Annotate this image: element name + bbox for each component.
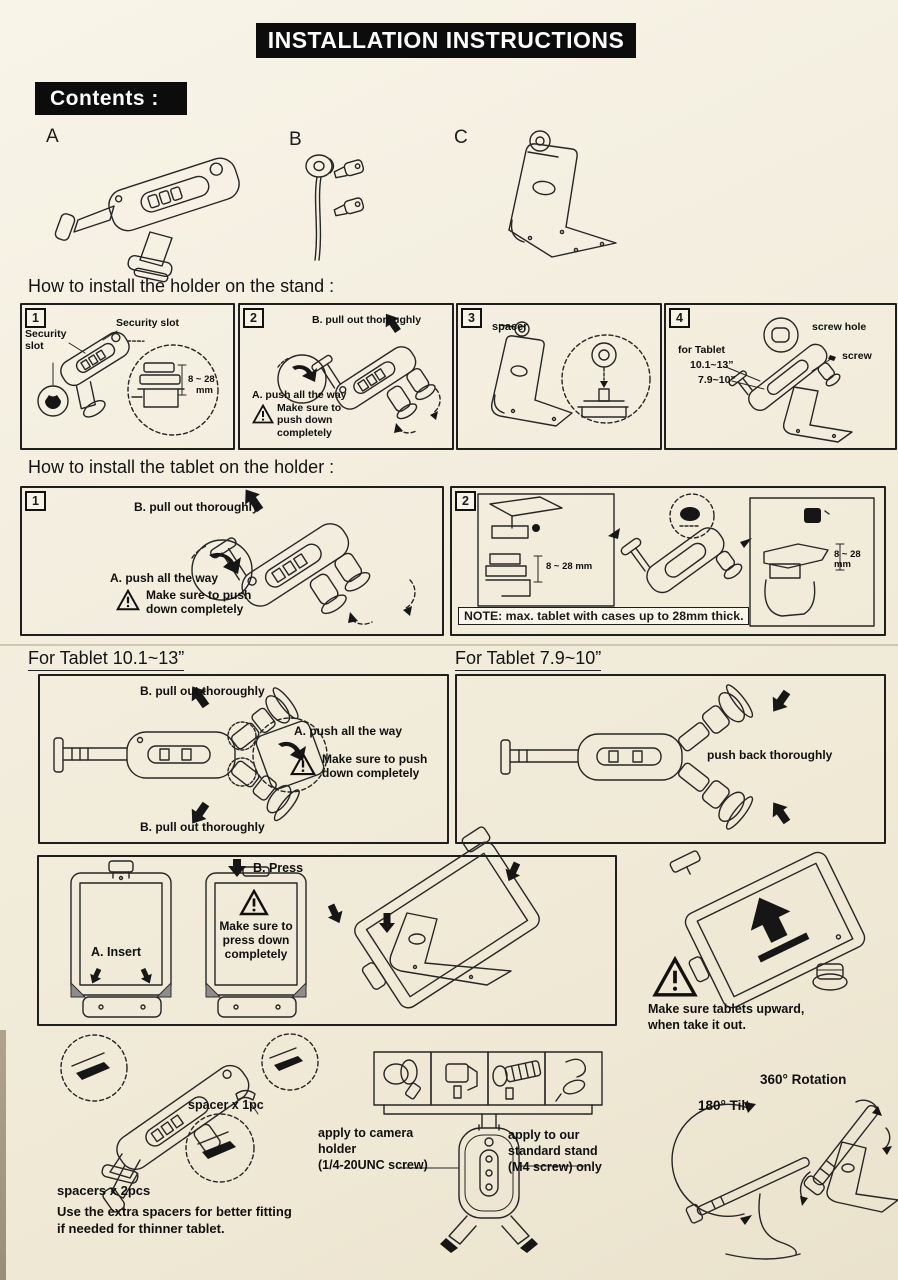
tablet-small-panel (455, 674, 886, 844)
for-tablet-small-heading: For Tablet 7.9~10” (455, 648, 601, 671)
for-tablet-label: for Tablet (678, 344, 726, 356)
press-warning-text: Make sure to press down completely (219, 919, 293, 962)
section-tablet-on-holder-heading: How to install the tablet on the holder : (28, 457, 335, 477)
insert-arrow-icon (138, 966, 156, 986)
step-number-badge: 2 (455, 491, 476, 511)
spacer-1pc-label: spacer x 1pc (188, 1098, 264, 1112)
max-thickness-note: NOTE: max. tablet with cases up to 28mm thick. (458, 607, 749, 625)
step-number-badge: 4 (669, 308, 690, 328)
step-number-badge: 2 (243, 308, 264, 328)
pull-out-bottom-label: B. pull out thoroughly (140, 820, 265, 834)
holder-on-stand-step3-panel (456, 303, 662, 450)
push-warning-text: Make sure to push down completely (146, 588, 252, 617)
contents-item-b-label: B (289, 129, 302, 150)
push-back-label: push back thoroughly (707, 748, 833, 762)
push-warning-text: Make sure to push down completely (277, 402, 342, 439)
scan-edge-artifact (0, 1030, 6, 1280)
warning-icon (239, 889, 269, 916)
security-slot-left-label: Security slot (25, 328, 67, 353)
security-slot-right-label: Security slot (116, 317, 180, 329)
spacer-label: spacer (492, 321, 528, 333)
stand-illustration (476, 126, 641, 271)
insert-press-illustration (39, 857, 615, 1024)
spacers-tip-line1: Use the extra spacers for better fitting (57, 1204, 292, 1219)
range-left-label: 8 ~ 28 mm (546, 561, 593, 572)
push-label: A. push all the way (294, 724, 403, 738)
standard-stand-label-line1: apply to our (508, 1128, 580, 1142)
contents-item-a-label: A (46, 126, 59, 147)
removal-note-line1: Make sure tablets upward, (648, 1002, 805, 1016)
spacers-2pcs-label: spacers x 2pcs (57, 1183, 151, 1198)
tablet-on-holder-step2-panel (450, 486, 886, 636)
pull-out-top-label: B. pull out thoroughly (140, 684, 265, 698)
for-tablet-large-heading: For Tablet 10.1~13” (28, 648, 184, 671)
push-warning-text: Make sure to push down completely (322, 752, 428, 781)
clamp-range-value: 8 ~ 28 (188, 374, 215, 385)
size-small-label: 7.9~10” (698, 374, 736, 386)
warning-icon (116, 589, 140, 611)
push-label: A. push all the way (252, 389, 347, 401)
tilt-label: 180° Tilt (698, 1098, 750, 1113)
push-label: A. push all the way (110, 571, 219, 585)
range-right-label: 8 ~ 28 mm (834, 549, 861, 571)
step-number-badge: 3 (461, 308, 482, 328)
standard-stand-label-line2: standard stand (508, 1144, 598, 1158)
insert-press-panel (37, 855, 617, 1026)
tablet-on-holder-step1-panel (20, 486, 444, 636)
upward-arrow-icon (739, 888, 799, 949)
holder-on-stand-step2-panel (238, 303, 454, 450)
pull-out-label: B. pull out thoroughly (312, 314, 422, 326)
press-label: B. Press (253, 861, 304, 875)
contents-item-c-label: C (454, 127, 468, 148)
step-number-badge: 1 (25, 308, 46, 328)
step-number-badge: 1 (25, 491, 46, 511)
rotation-label: 360° Rotation (760, 1072, 847, 1087)
clamp-range-unit: mm (196, 385, 213, 396)
camera-holder-label-line1: apply to camera (318, 1126, 414, 1140)
push-back-arrow-icon (766, 797, 795, 827)
screw-hole-label: screw hole (812, 321, 867, 333)
contents-heading: Contents : (35, 82, 187, 115)
standard-stand-label-line3: (M4 screw) only (508, 1160, 602, 1174)
warning-icon (652, 956, 698, 998)
holder-on-stand-step4-panel (664, 303, 897, 450)
holder-on-stand-step1-panel (20, 303, 235, 450)
insert-arrow-icon (87, 966, 105, 986)
page-title: INSTALLATION INSTRUCTIONS (256, 23, 636, 58)
tilt-rotation-illustration (648, 1066, 894, 1271)
lock-and-keys-illustration (293, 146, 393, 268)
warning-icon (290, 752, 316, 776)
warning-icon (252, 404, 274, 424)
insert-label: A. Insert (91, 945, 142, 959)
fold-crease (0, 644, 898, 646)
push-back-arrow-icon (766, 687, 795, 717)
camera-holder-label-line2: holder (318, 1142, 357, 1156)
holder-illustration (52, 132, 282, 274)
spacer-on-stand-illustration (458, 305, 660, 448)
size-large-label: 10.1~13” (690, 359, 734, 371)
removal-note-line2: when take it out. (648, 1018, 746, 1032)
tablet-large-panel (38, 674, 449, 844)
section-holder-on-stand-heading: How to install the holder on the stand : (28, 276, 335, 296)
camera-holder-label-line3: (1/4-20UNC screw) (318, 1158, 428, 1172)
mounting-options-illustration (362, 1046, 647, 1246)
spacers-tip-line2: if needed for thinner tablet. (57, 1221, 225, 1236)
press-arrow-icon (324, 902, 347, 927)
pull-out-label: B. pull out thoroughly (134, 500, 259, 514)
screw-label: screw (842, 350, 872, 362)
press-arrow-icon (379, 913, 395, 933)
